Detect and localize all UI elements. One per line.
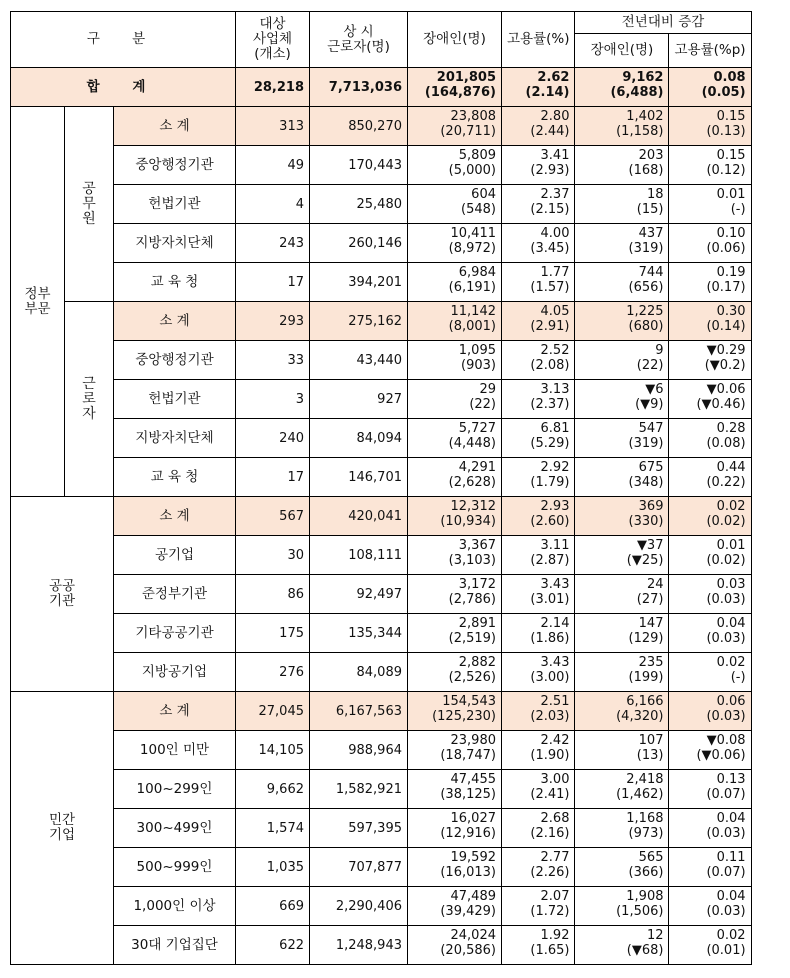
- cell-yoy-rate: 0.10 (0.06): [669, 224, 751, 263]
- cell-count: 86: [236, 575, 310, 614]
- cell-yoy-rate: 0.04 (0.03): [669, 887, 751, 926]
- row-label: 중앙행정기관: [114, 341, 236, 380]
- cell-disabled: 2,882 (2,526): [408, 653, 502, 692]
- cell-yoy-rate: 0.19 (0.17): [669, 263, 751, 302]
- table-row: [11, 809, 752, 848]
- cell-rate: 3.11 (2.87): [502, 536, 575, 575]
- row-label: 지방공기업: [114, 653, 236, 692]
- cell-rate: 2.80 (2.44): [502, 107, 575, 146]
- table-row: [11, 653, 752, 692]
- cell-yoy-disabled: 18 (15): [575, 185, 669, 224]
- cell-yoy-rate: ▼0.29 (▼0.2): [669, 341, 751, 380]
- row-label: 소 계: [114, 107, 236, 146]
- table-row: [11, 614, 752, 653]
- total-rate: 2.62 (2.14): [502, 68, 575, 107]
- cell-disabled: 12,312 (10,934): [408, 497, 502, 536]
- cell-rate: 4.05 (2.91): [502, 302, 575, 341]
- cell-yoy-disabled: 9 (22): [575, 341, 669, 380]
- row-label: 100~299인: [114, 770, 236, 809]
- cell-yoy-disabled: 1,225 (680): [575, 302, 669, 341]
- row-label: 헌법기관: [114, 185, 236, 224]
- cell-yoy-rate: 0.04 (0.03): [669, 614, 751, 653]
- row-label: 소 계: [114, 302, 236, 341]
- cell-count: 9,662: [236, 770, 310, 809]
- cell-workers: 260,146: [310, 224, 408, 263]
- cell-yoy-rate: 0.15 (0.13): [669, 107, 751, 146]
- cell-yoy-disabled: 369 (330): [575, 497, 669, 536]
- cell-disabled: 3,172 (2,786): [408, 575, 502, 614]
- cell-yoy-rate: 0.44 (0.22): [669, 458, 751, 497]
- cell-yoy-rate: 0.02 (-): [669, 653, 751, 692]
- cell-count: 276: [236, 653, 310, 692]
- cell-disabled: 23,808 (20,711): [408, 107, 502, 146]
- cell-yoy-rate: ▼0.08 (▼0.06): [669, 731, 751, 770]
- row-label: 지방자치단체: [114, 419, 236, 458]
- cell-disabled: 4,291 (2,628): [408, 458, 502, 497]
- cell-workers: 988,964: [310, 731, 408, 770]
- cell-yoy-rate: 0.03 (0.03): [669, 575, 751, 614]
- cell-yoy-disabled: 547 (319): [575, 419, 669, 458]
- cell-workers: 850,270: [310, 107, 408, 146]
- cell-workers: 597,395: [310, 809, 408, 848]
- cell-workers: 394,201: [310, 263, 408, 302]
- cell-count: 4: [236, 185, 310, 224]
- cell-disabled: 47,455 (38,125): [408, 770, 502, 809]
- group-private: 민간 기업: [11, 692, 114, 965]
- total-disabled: 201,805 (164,876): [408, 68, 502, 107]
- table-row: [11, 146, 752, 185]
- cell-yoy-disabled: 565 (366): [575, 848, 669, 887]
- cell-count: 49: [236, 146, 310, 185]
- cell-rate: 2.52 (2.08): [502, 341, 575, 380]
- cell-count: 1,035: [236, 848, 310, 887]
- cell-workers: 108,111: [310, 536, 408, 575]
- cell-rate: 2.77 (2.26): [502, 848, 575, 887]
- cell-workers: 170,443: [310, 146, 408, 185]
- cell-rate: 2.42 (1.90): [502, 731, 575, 770]
- cell-disabled: 6,984 (6,191): [408, 263, 502, 302]
- row-label: 소 계: [114, 497, 236, 536]
- cell-workers: 1,582,921: [310, 770, 408, 809]
- cell-yoy-rate: 0.28 (0.08): [669, 419, 751, 458]
- cell-yoy-disabled: ▼6 (▼9): [575, 380, 669, 419]
- row-label: 100인 미만: [114, 731, 236, 770]
- group-gov-worker: 근 로 자: [65, 302, 114, 497]
- cell-yoy-rate: 0.30 (0.14): [669, 302, 751, 341]
- cell-workers: 6,167,563: [310, 692, 408, 731]
- header-workers: 상 시 근로자(명): [310, 12, 408, 68]
- cell-disabled: 16,027 (12,916): [408, 809, 502, 848]
- cell-count: 243: [236, 224, 310, 263]
- cell-count: 33: [236, 341, 310, 380]
- cell-workers: 25,480: [310, 185, 408, 224]
- total-yoy-disabled: 9,162 (6,488): [575, 68, 669, 107]
- group-public: 공공 기관: [11, 497, 114, 692]
- row-label: 교 육 청: [114, 458, 236, 497]
- cell-yoy-disabled: 24 (27): [575, 575, 669, 614]
- cell-yoy-disabled: 203 (168): [575, 146, 669, 185]
- cell-yoy-disabled: 107 (13): [575, 731, 669, 770]
- row-label: 준정부기관: [114, 575, 236, 614]
- cell-rate: 3.41 (2.93): [502, 146, 575, 185]
- cell-yoy-disabled: 235 (199): [575, 653, 669, 692]
- cell-rate: 4.00 (3.45): [502, 224, 575, 263]
- total-row: [11, 68, 752, 107]
- cell-yoy-disabled: 744 (656): [575, 263, 669, 302]
- cell-yoy-rate: 0.04 (0.03): [669, 809, 751, 848]
- table-row: [11, 692, 752, 731]
- header-row-1: [11, 12, 752, 34]
- table-row: [11, 224, 752, 263]
- cell-workers: 927: [310, 380, 408, 419]
- cell-count: 622: [236, 926, 310, 965]
- row-label: 1,000인 이상: [114, 887, 236, 926]
- cell-count: 669: [236, 887, 310, 926]
- group-gov: 정부 부문: [11, 107, 65, 497]
- cell-count: 1,574: [236, 809, 310, 848]
- cell-count: 313: [236, 107, 310, 146]
- table-row: [11, 848, 752, 887]
- cell-yoy-rate: 0.01 (-): [669, 185, 751, 224]
- cell-yoy-disabled: 1,908 (1,506): [575, 887, 669, 926]
- cell-workers: 43,440: [310, 341, 408, 380]
- cell-workers: 420,041: [310, 497, 408, 536]
- table-row: [11, 107, 752, 146]
- cell-yoy-rate: 0.11 (0.07): [669, 848, 751, 887]
- table-row: [11, 185, 752, 224]
- cell-rate: 2.14 (1.86): [502, 614, 575, 653]
- cell-disabled: 29 (22): [408, 380, 502, 419]
- cell-rate: 6.81 (5.29): [502, 419, 575, 458]
- cell-workers: 135,344: [310, 614, 408, 653]
- cell-count: 27,045: [236, 692, 310, 731]
- table-row: [11, 575, 752, 614]
- cell-rate: 1.92 (1.65): [502, 926, 575, 965]
- cell-rate: 3.13 (2.37): [502, 380, 575, 419]
- cell-yoy-disabled: 12 (▼68): [575, 926, 669, 965]
- table-row: [11, 419, 752, 458]
- row-label: 30대 기업집단: [114, 926, 236, 965]
- group-gov-official: 공 무 원: [65, 107, 114, 302]
- table-row: [11, 731, 752, 770]
- table-row: [11, 458, 752, 497]
- cell-disabled: 47,489 (39,429): [408, 887, 502, 926]
- cell-rate: 2.68 (2.16): [502, 809, 575, 848]
- row-label: 300~499인: [114, 809, 236, 848]
- cell-yoy-disabled: 1,402 (1,158): [575, 107, 669, 146]
- cell-rate: 2.93 (2.60): [502, 497, 575, 536]
- cell-count: 567: [236, 497, 310, 536]
- cell-workers: 275,162: [310, 302, 408, 341]
- cell-disabled: 2,891 (2,519): [408, 614, 502, 653]
- cell-count: 293: [236, 302, 310, 341]
- cell-workers: 1,248,943: [310, 926, 408, 965]
- cell-count: 17: [236, 458, 310, 497]
- total-label: 합 계: [11, 68, 236, 107]
- table-row: [11, 341, 752, 380]
- cell-count: 30: [236, 536, 310, 575]
- table-row: [11, 926, 752, 965]
- table-row: [11, 497, 752, 536]
- cell-count: 17: [236, 263, 310, 302]
- cell-disabled: 604 (548): [408, 185, 502, 224]
- cell-yoy-rate: 0.06 (0.03): [669, 692, 751, 731]
- cell-workers: 92,497: [310, 575, 408, 614]
- employment-statistics-table: [10, 11, 752, 965]
- total-workers: 7,713,036: [310, 68, 408, 107]
- cell-workers: 707,877: [310, 848, 408, 887]
- cell-rate: 3.43 (3.01): [502, 575, 575, 614]
- cell-disabled: 24,024 (20,586): [408, 926, 502, 965]
- row-label: 공기업: [114, 536, 236, 575]
- cell-yoy-disabled: 147 (129): [575, 614, 669, 653]
- cell-yoy-disabled: 6,166 (4,320): [575, 692, 669, 731]
- table-row: [11, 302, 752, 341]
- row-label: 소 계: [114, 692, 236, 731]
- cell-disabled: 3,367 (3,103): [408, 536, 502, 575]
- cell-yoy-disabled: ▼37 (▼25): [575, 536, 669, 575]
- cell-yoy-disabled: 675 (348): [575, 458, 669, 497]
- header-target-count: 대상 사업체 (개소): [236, 12, 310, 68]
- cell-rate: 3.00 (2.41): [502, 770, 575, 809]
- cell-rate: 2.92 (1.79): [502, 458, 575, 497]
- total-count: 28,218: [236, 68, 310, 107]
- cell-count: 175: [236, 614, 310, 653]
- table-row: [11, 536, 752, 575]
- cell-disabled: 1,095 (903): [408, 341, 502, 380]
- cell-rate: 2.07 (1.72): [502, 887, 575, 926]
- cell-disabled: 154,543 (125,230): [408, 692, 502, 731]
- cell-yoy-disabled: 437 (319): [575, 224, 669, 263]
- cell-count: 3: [236, 380, 310, 419]
- cell-workers: 2,290,406: [310, 887, 408, 926]
- cell-disabled: 11,142 (8,001): [408, 302, 502, 341]
- row-label: 500~999인: [114, 848, 236, 887]
- table-row: [11, 380, 752, 419]
- cell-disabled: 5,809 (5,000): [408, 146, 502, 185]
- cell-yoy-rate: 0.15 (0.12): [669, 146, 751, 185]
- header-yoy: 전년대비 증감: [575, 12, 751, 34]
- cell-rate: 3.43 (3.00): [502, 653, 575, 692]
- cell-disabled: 19,592 (16,013): [408, 848, 502, 887]
- row-label: 중앙행정기관: [114, 146, 236, 185]
- row-label: 지방자치단체: [114, 224, 236, 263]
- cell-yoy-rate: ▼0.06 (▼0.46): [669, 380, 751, 419]
- cell-count: 240: [236, 419, 310, 458]
- cell-rate: 1.77 (1.57): [502, 263, 575, 302]
- cell-disabled: 10,411 (8,972): [408, 224, 502, 263]
- header-yoy-disabled: 장애인(명): [575, 34, 669, 68]
- header-rate: 고용률(%): [502, 12, 575, 68]
- header-disabled: 장애인(명): [408, 12, 502, 68]
- cell-disabled: 5,727 (4,448): [408, 419, 502, 458]
- total-yoy-rate: 0.08 (0.05): [669, 68, 751, 107]
- cell-disabled: 23,980 (18,747): [408, 731, 502, 770]
- cell-workers: 84,094: [310, 419, 408, 458]
- table-row: [11, 263, 752, 302]
- cell-yoy-rate: 0.02 (0.02): [669, 497, 751, 536]
- cell-count: 14,105: [236, 731, 310, 770]
- row-label: 기타공공기관: [114, 614, 236, 653]
- table-row: [11, 887, 752, 926]
- row-label: 교 육 청: [114, 263, 236, 302]
- table-row: [11, 770, 752, 809]
- cell-yoy-disabled: 2,418 (1,462): [575, 770, 669, 809]
- cell-rate: 2.37 (2.15): [502, 185, 575, 224]
- cell-rate: 2.51 (2.03): [502, 692, 575, 731]
- row-label: 헌법기관: [114, 380, 236, 419]
- header-gubun: 구 분: [11, 12, 236, 68]
- header-yoy-rate: 고용률(%p): [669, 34, 751, 68]
- cell-workers: 146,701: [310, 458, 408, 497]
- cell-yoy-disabled: 1,168 (973): [575, 809, 669, 848]
- cell-workers: 84,089: [310, 653, 408, 692]
- cell-yoy-rate: 0.13 (0.07): [669, 770, 751, 809]
- cell-yoy-rate: 0.02 (0.01): [669, 926, 751, 965]
- cell-yoy-rate: 0.01 (0.02): [669, 536, 751, 575]
